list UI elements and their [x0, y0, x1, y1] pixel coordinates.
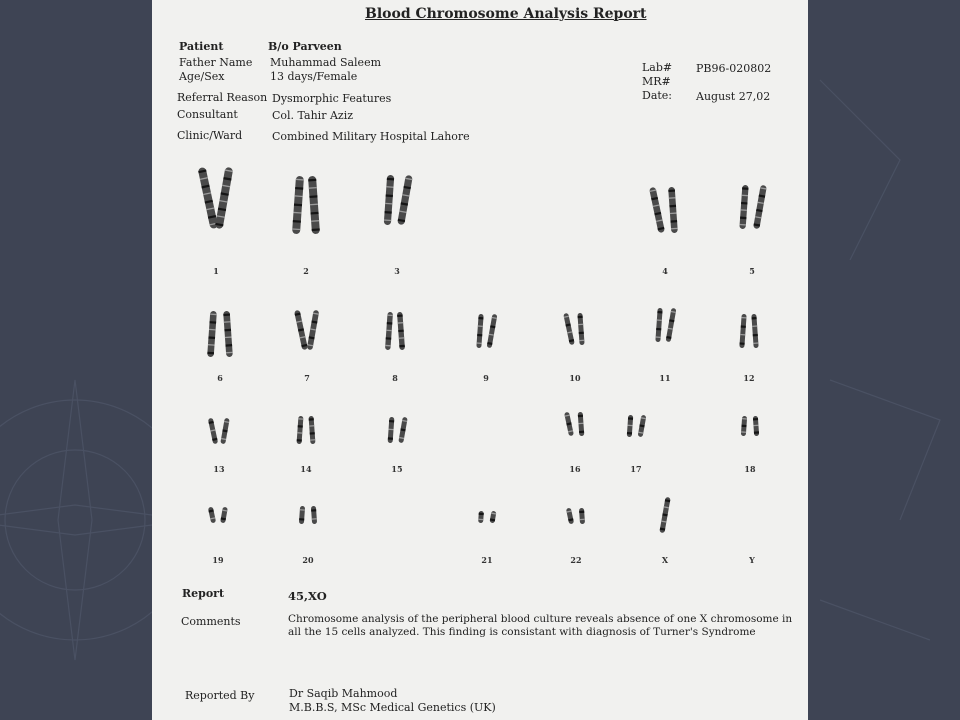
chromosome-label-2: 2 [303, 266, 309, 276]
chromosome-label-18: 18 [744, 464, 756, 474]
reported-by-label: Reported By [185, 689, 255, 702]
chromosome-11 [655, 308, 676, 342]
chromosome-21 [478, 511, 496, 524]
mr-number-label: MR# [642, 75, 671, 88]
chromosome-6 [207, 311, 233, 357]
age-sex-label: Age/Sex [179, 70, 225, 83]
chromosome-label-13: 13 [213, 464, 225, 474]
date-value: August 27,02 [696, 90, 771, 103]
report-result-value: 45,XO [288, 589, 327, 603]
comments-text [288, 613, 793, 639]
chromosome-3 [384, 175, 413, 225]
referral-reason-value: Dysmorphic Features [272, 92, 392, 105]
chromosome-label-20: 20 [302, 555, 314, 565]
consultant-label: Consultant [177, 108, 238, 121]
patient-value: B/o Parveen [268, 40, 342, 53]
lab-number-label: Lab# [642, 61, 673, 74]
date-label: Date: [642, 89, 673, 102]
chromosome-8 [385, 312, 405, 350]
chromosome-label-15: 15 [391, 464, 403, 474]
clinic-ward-value: Combined Military Hospital Lahore [272, 130, 470, 143]
chromosome-label-8: 8 [392, 373, 398, 383]
reporter-credentials: M.B.B.S, MSc Medical Genetics (UK) [289, 701, 496, 714]
clinic-ward-label: Clinic/Ward [177, 129, 243, 142]
chromosome-label-22: 22 [570, 555, 582, 565]
chromosome-label-5: 5 [749, 266, 755, 276]
chromosome-2 [292, 176, 320, 234]
chromosome-18 [741, 416, 759, 436]
chromosome-label-16: 16 [569, 464, 581, 474]
chromosome-13 [208, 418, 230, 444]
consultant-value: Col. Tahir Aziz [272, 109, 354, 122]
reporter-name: Dr Saqib Mahmood [289, 687, 398, 700]
karyotype-image [152, 0, 808, 720]
chromosome-19 [208, 507, 228, 524]
chromosome-9 [476, 314, 497, 348]
chromosome-label-7: 7 [304, 373, 310, 383]
chromosome-label-y: Y [749, 555, 755, 565]
chromosome-label-3: 3 [394, 266, 400, 276]
chromosome-label-1: 1 [213, 266, 219, 276]
chromosome-label-17: 17 [630, 464, 642, 474]
chromosome-22 [566, 508, 585, 525]
report-result-label: Report [182, 587, 225, 600]
father-name-label: Father Name [179, 56, 253, 69]
chromosome-17 [627, 415, 647, 438]
chromosome-label-11: 11 [659, 373, 671, 383]
chromosome-label-6: 6 [217, 373, 223, 383]
chromosome-label-21: 21 [481, 555, 493, 565]
father-name-value: Muhammad Saleem [270, 56, 382, 69]
chromosome-10 [563, 313, 584, 345]
chromosome-4 [649, 187, 678, 233]
report-sheet [152, 0, 808, 720]
report-title: Blood Chromosome Analysis Report [365, 6, 647, 22]
chromosome-label-14: 14 [300, 464, 312, 474]
chromosome-label-4: 4 [662, 266, 668, 276]
chromosome-x [659, 497, 670, 533]
chromosome-1 [198, 167, 234, 229]
chromosome-15 [388, 417, 408, 443]
comments-label: Comments [181, 615, 241, 628]
chromosome-label-9: 9 [483, 373, 489, 383]
patient-label: Patient [179, 40, 224, 53]
chromosome-14 [297, 416, 316, 444]
chromosome-label-10: 10 [569, 373, 581, 383]
age-sex-value: 13 days/Female [270, 70, 358, 83]
comments-line-1: Chromosome analysis of the peripheral blood culture reveals absence of one X chromosome in [288, 613, 793, 625]
chromosome-5 [739, 185, 767, 229]
comments-line-2: all the 15 cells analyzed. This finding is consistant with diagnosis of Turner's Syndrome [288, 626, 756, 638]
chromosome-7 [294, 310, 319, 350]
chromosome-label-19: 19 [212, 555, 224, 565]
chromosome-20 [299, 506, 317, 524]
referral-reason-label: Referral Reason [177, 91, 268, 104]
lab-number-value: PB96-020802 [696, 62, 772, 75]
chromosome-16 [564, 412, 584, 437]
chromosome-label-12: 12 [743, 373, 755, 383]
chromosome-label-x: X [661, 555, 669, 565]
chromosome-12 [739, 314, 758, 348]
